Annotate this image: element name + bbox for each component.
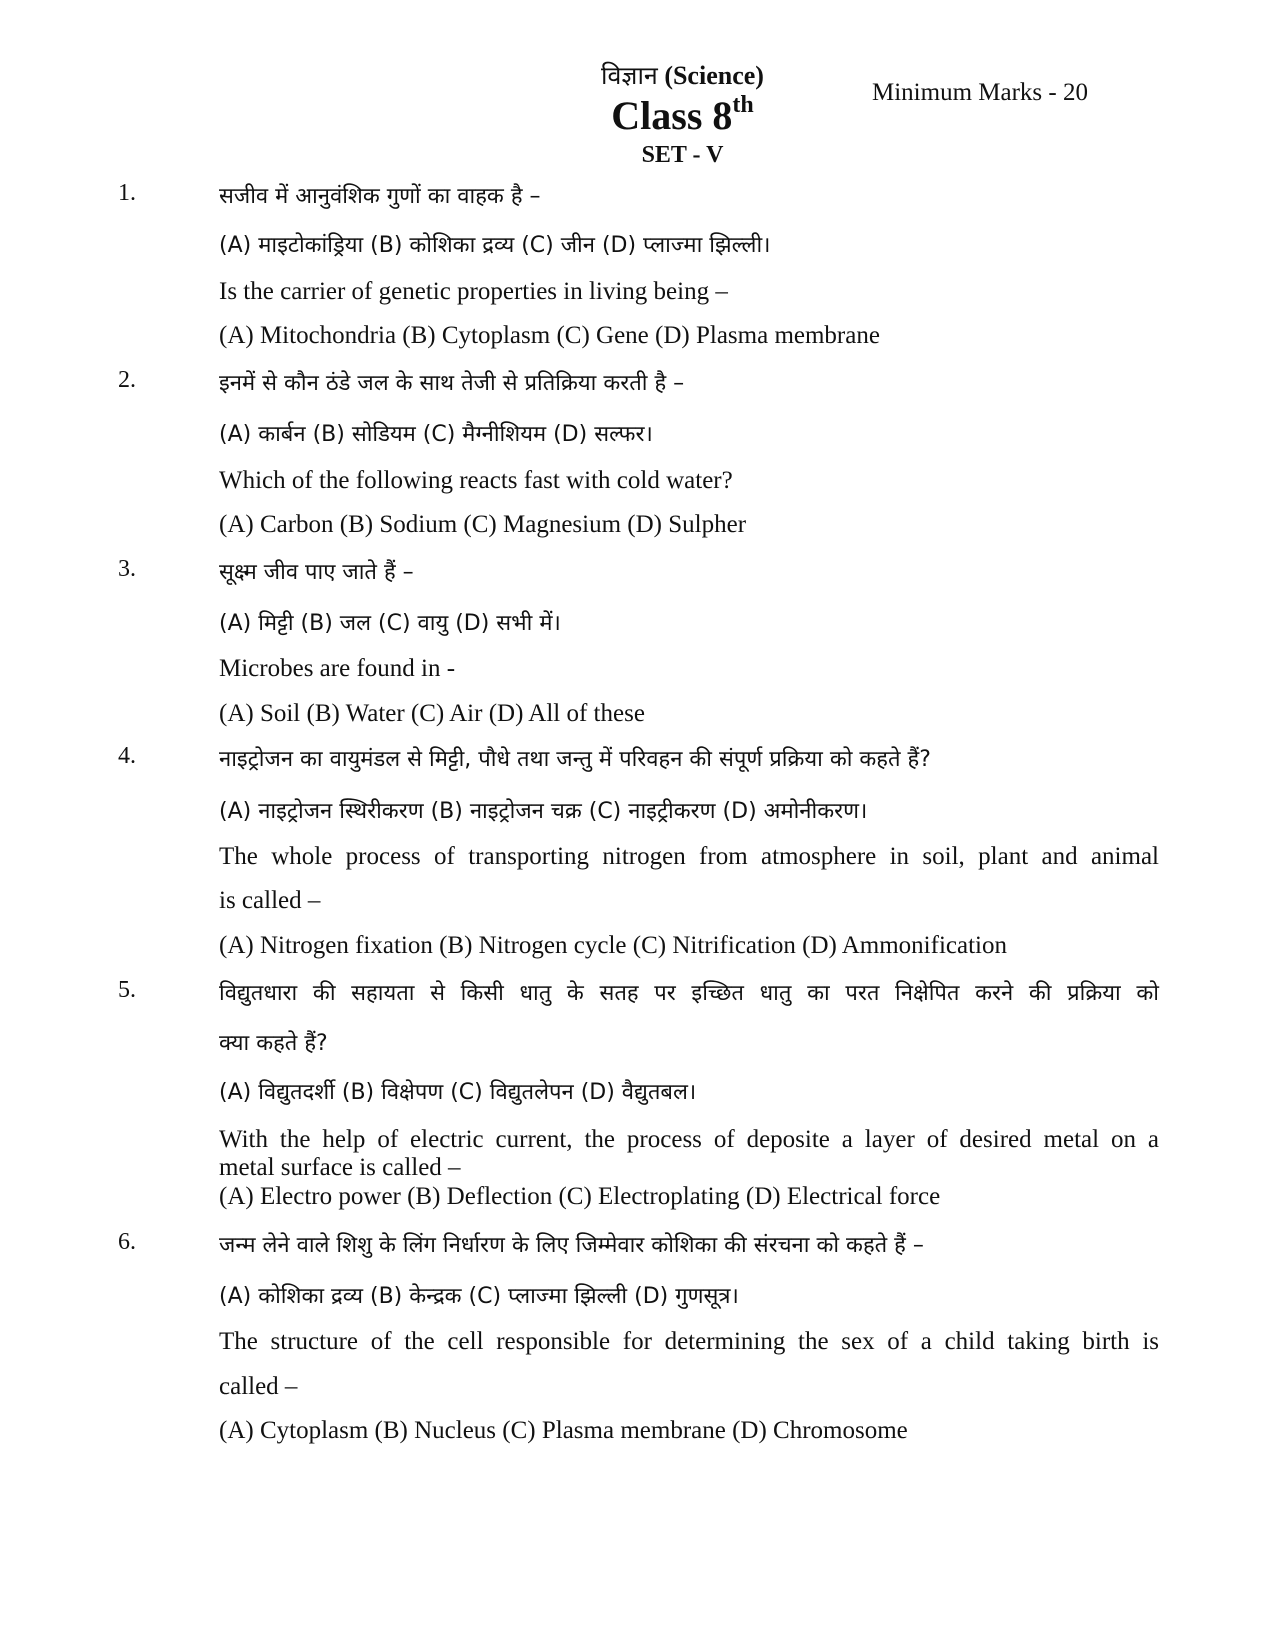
english-question: Microbes are found in - bbox=[219, 655, 456, 682]
hindi-options: (A) विद्युतदर्शी (B) विक्षेपण (C) विद्युतलेपन (D) वैद्युतबल। bbox=[219, 1080, 697, 1105]
hindi-question: सूक्ष्म जीव पाए जाते हैं – bbox=[219, 560, 414, 585]
hindi-question-line-2: क्या कहते हैं? bbox=[219, 1031, 328, 1056]
question-number: 3. bbox=[118, 556, 136, 582]
english-options: (A) Mitochondria (B) Cytoplasm (C) Gene (D) Plasma membrane bbox=[219, 322, 880, 349]
page-header bbox=[0, 0, 1275, 180]
english-question-line-1: The structure of the cell responsible for determining the sex of a child taking birth is bbox=[219, 1328, 1159, 1355]
english-question-line-2: called – bbox=[219, 1373, 298, 1400]
hindi-question: इनमें से कौन ठंडे जल के साथ तेजी से प्रतिक्रिया करती है – bbox=[219, 371, 685, 396]
subject-english: (Science) bbox=[664, 61, 764, 90]
english-question-line-1: With the help of electric current, the process of deposite a layer of desired metal on a bbox=[219, 1126, 1159, 1153]
english-options: (A) Electro power (B) Deflection (C) Electroplating (D) Electrical force bbox=[219, 1183, 941, 1210]
class-label: Class 8 bbox=[611, 93, 733, 138]
hindi-options: (A) माइटोकांड्रिया (B) कोशिका द्रव्य (C) जीन (D) प्लाज्मा झिल्ली। bbox=[219, 233, 771, 258]
hindi-question-line-1: विद्युतधारा की सहायता से किसी धातु के सतह पर इच्छित धातु का परत निक्षेपित करने की प्रक्रिया को bbox=[219, 981, 1159, 1006]
english-question-line-2: is called – bbox=[219, 887, 321, 914]
hindi-options: (A) मिट्टी (B) जल (C) वायु (D) सभी में। bbox=[219, 611, 561, 636]
hindi-options: (A) नाइट्रोजन स्थिरीकरण (B) नाइट्रोजन चक्र (C) नाइट्रीकरण (D) अमोनीकरण। bbox=[219, 799, 868, 824]
question-number: 4. bbox=[118, 743, 136, 769]
hindi-options: (A) कार्बन (B) सोडियम (C) मैग्नीशियम (D) सल्फर। bbox=[219, 422, 653, 447]
english-question: Is the carrier of genetic properties in living being – bbox=[219, 278, 728, 305]
english-question-line-2: metal surface is called – bbox=[219, 1154, 461, 1181]
hindi-question: सजीव में आनुवंशिक गुणों का वाहक है – bbox=[219, 184, 541, 209]
question-number: 6. bbox=[118, 1229, 136, 1255]
english-question-line-1: The whole process of transporting nitrogen from atmosphere in soil, plant and animal bbox=[219, 843, 1159, 870]
english-question: Which of the following reacts fast with cold water? bbox=[219, 467, 733, 494]
set-label: SET - V bbox=[641, 142, 724, 168]
minimum-marks: Minimum Marks - 20 bbox=[872, 79, 1088, 106]
subject-hindi: विज्ञान bbox=[601, 61, 658, 90]
hindi-question: जन्म लेने वाले शिशु के लिंग निर्धारण के लिए जिम्मेवार कोशिका की संरचना को कहते हैं – bbox=[219, 1233, 924, 1258]
question-number: 5. bbox=[118, 977, 136, 1003]
hindi-question: नाइट्रोजन का वायुमंडल से मिट्टी, पौधे तथा जन्तु में परिवहन की संपूर्ण प्रक्रिया को कहते हैं? bbox=[219, 747, 931, 772]
english-options: (A) Carbon (B) Sodium (C) Magnesium (D) Sulpher bbox=[219, 511, 747, 538]
english-options: (A) Nitrogen fixation (B) Nitrogen cycle (C) Nitrification (D) Ammonification bbox=[219, 932, 1007, 959]
english-options: (A) Cytoplasm (B) Nucleus (C) Plasma membrane (D) Chromosome bbox=[219, 1417, 908, 1444]
hindi-options: (A) कोशिका द्रव्य (B) केन्द्रक (C) प्लाज्मा झिल्ली (D) गुणसूत्र। bbox=[219, 1284, 739, 1309]
question-number: 1. bbox=[118, 180, 136, 206]
english-options: (A) Soil (B) Water (C) Air (D) All of these bbox=[219, 700, 645, 727]
class-superscript: th bbox=[732, 92, 754, 118]
question-number: 2. bbox=[118, 367, 136, 393]
